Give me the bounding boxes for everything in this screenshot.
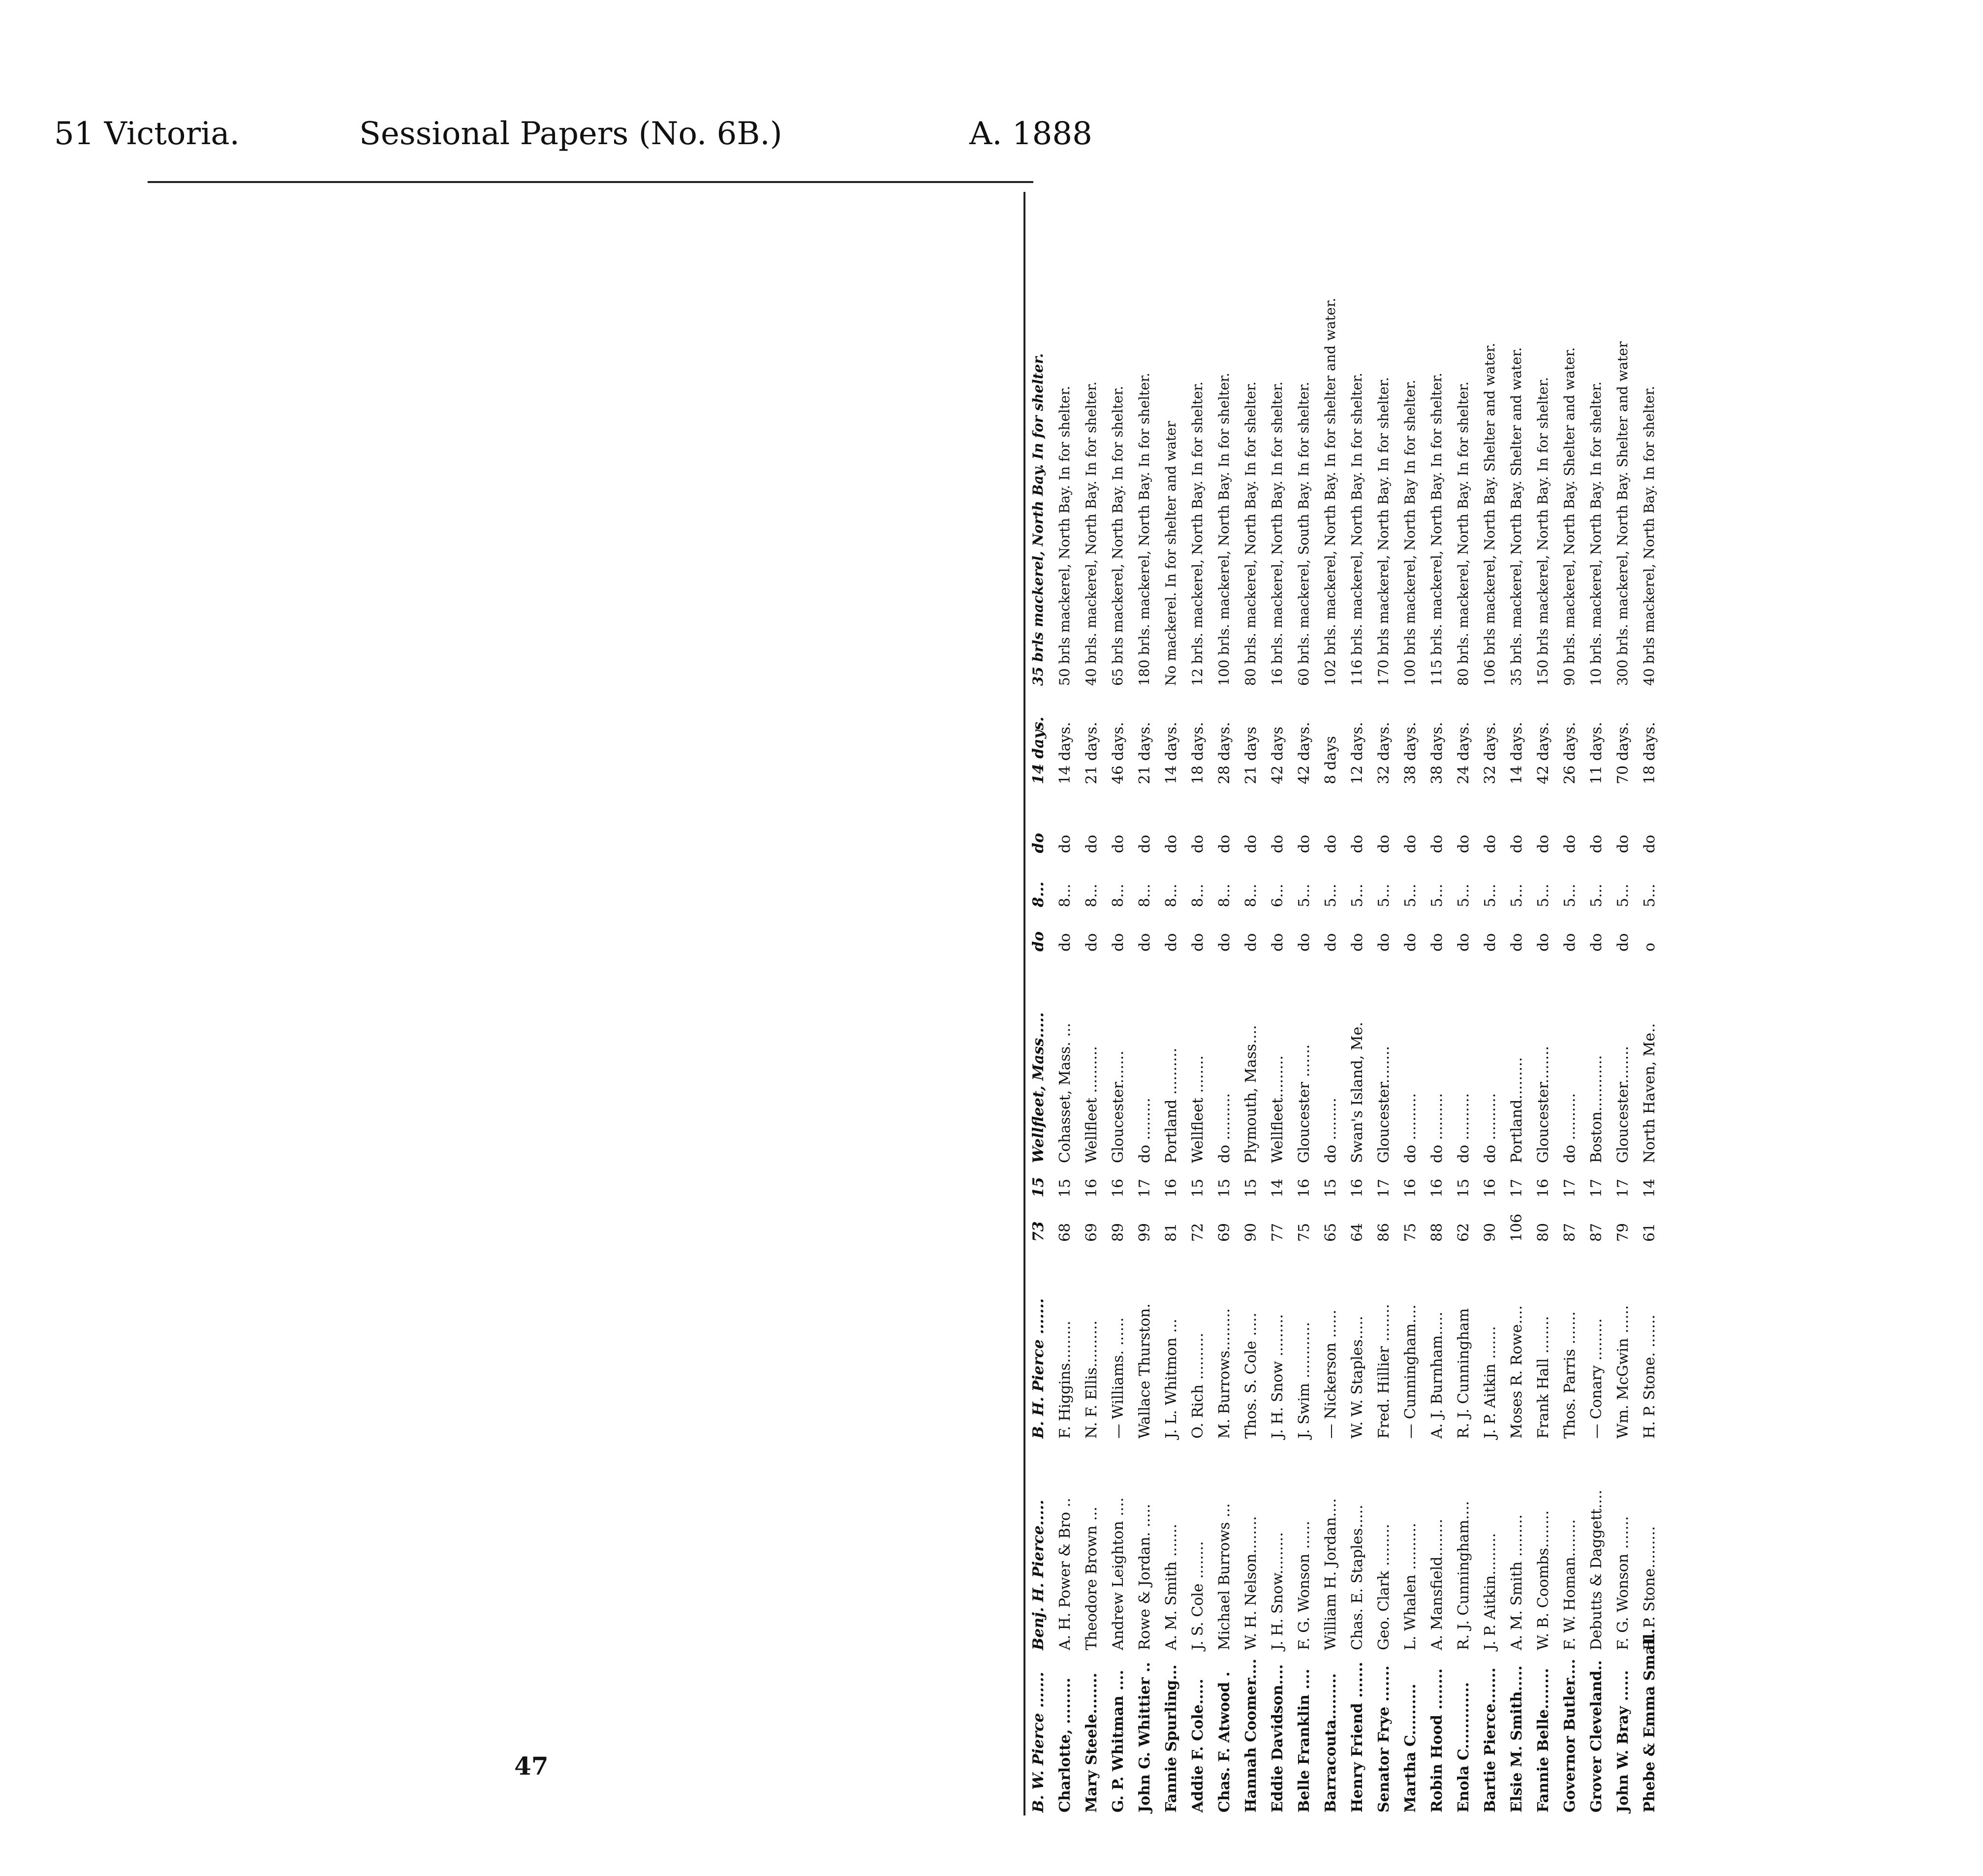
cell-owner: J. H. Snow......... (1269, 1532, 1286, 1650)
cell-remarks: 90 brls. mackerel, North Bay. Shelter and water. (1561, 347, 1578, 686)
cell-time: 32 days. (1482, 722, 1499, 784)
cell-fee: 8... (1056, 884, 1074, 907)
cell-remarks: 170 brls mackerel, North Bay. In for shelter. (1375, 377, 1392, 686)
cell-crew: 15 (1024, 1166, 1052, 1200)
cell-fee: 5... (1641, 884, 1658, 907)
cell-port-do: do (1614, 933, 1632, 952)
cell-crew: 16 (1402, 1178, 1419, 1198)
cell-vessel: Elsie M. Smith..... (1508, 1665, 1525, 1813)
cell-owner: A. H. Power & Bro .. (1056, 1498, 1074, 1650)
cell-time: 21 days. (1136, 722, 1153, 784)
cell-fee-do: do (1083, 834, 1100, 853)
cell-remarks: 50 brls mackerel, North Bay. In for shelter. (1056, 386, 1073, 686)
cell-vessel: John W. Bray ...... (1614, 1670, 1632, 1813)
cell-fee: 5... (1535, 884, 1552, 907)
cell-port-do: do (1508, 933, 1525, 952)
cell-port: Gloucester........ (1614, 1046, 1632, 1163)
cell-port-do: do (1056, 933, 1074, 952)
cell-port: Wellfleet .......... (1083, 1046, 1100, 1163)
cell-vessel: Hannah Coomer.... (1242, 1659, 1260, 1813)
cell-fee: 8... (1024, 856, 1052, 910)
table-row (1238, 192, 1265, 1815)
cell-crew: 15 (1322, 1178, 1339, 1198)
cell-master: A. J. Burnham..... (1428, 1312, 1446, 1439)
cell-crew: 15 (1216, 1178, 1233, 1198)
cell-vessel: Robin Hood ........ (1428, 1668, 1446, 1813)
cell-crew: 17 (1375, 1178, 1393, 1198)
cell-fee-do: do (1322, 834, 1339, 853)
cell-remarks: 80 brls. mackerel, North Bay. In for shelter. (1455, 381, 1471, 686)
cell-master: J. P. Aitkin ....... (1482, 1326, 1499, 1439)
cell-port-do: do (1083, 933, 1100, 952)
cell-tons: 72 (1189, 1223, 1207, 1242)
table-row (1371, 192, 1397, 1815)
cell-owner: J. P. Aitkin......... (1482, 1533, 1499, 1650)
cell-port-do: do (1428, 933, 1446, 952)
cell-fee-do: do (1588, 834, 1605, 853)
cell-tons: 73 (1024, 1200, 1052, 1245)
cell-crew: 17 (1508, 1178, 1525, 1198)
cell-fee-do: do (1296, 834, 1313, 853)
cell-fee-do: do (1056, 834, 1074, 853)
cell-remarks: 65 brls mackerel, North Bay. In for shelter. (1110, 386, 1126, 686)
cell-fee-do: do (1024, 787, 1052, 856)
cell-port-do: do (1588, 933, 1605, 952)
cell-tons: 69 (1083, 1223, 1100, 1242)
cell-port-do: do (1535, 933, 1552, 952)
cell-time: 42 days. (1296, 722, 1313, 784)
cell-crew: 17 (1588, 1178, 1605, 1198)
cell-owner: Andrew Leighton .... (1110, 1497, 1127, 1650)
cell-port: Gloucester ....... (1296, 1044, 1313, 1163)
cell-fee-do: do (1242, 834, 1260, 853)
cell-remarks: 300 brls. mackerel, North Bay. Shelter and water (1614, 341, 1631, 686)
cell-time: 21 days. (1083, 722, 1100, 784)
cell-tons: 61 (1641, 1223, 1658, 1242)
cell-fee-do: do (1136, 834, 1153, 853)
cell-crew: 15 (1189, 1178, 1207, 1198)
cell-tons: 75 (1402, 1223, 1419, 1242)
cell-time: 21 days (1242, 726, 1260, 784)
cell-owner: W. B. Coombs........ (1535, 1510, 1552, 1650)
cell-port-do: do (1349, 933, 1366, 952)
cell-crew: 16 (1083, 1178, 1100, 1198)
cell-port-do: do (1482, 933, 1499, 952)
cell-master: N. F. Ellis.......... (1083, 1320, 1100, 1439)
cell-time: 14 days. (1508, 722, 1525, 784)
cell-crew: 15 (1455, 1178, 1472, 1198)
cell-owner: William H. Jordan.... (1322, 1498, 1339, 1650)
cell-remarks: 16 brls. mackerel, North Bay. In for shelter. (1269, 381, 1285, 686)
cell-fee-do: do (1482, 834, 1499, 853)
cell-tons: 81 (1163, 1223, 1180, 1242)
cell-time: 42 days (1269, 726, 1286, 784)
cell-fee: 5... (1402, 884, 1419, 907)
cell-remarks: 116 brls. mackerel, North Bay. In for shelter. (1349, 372, 1365, 686)
cell-master: H. P. Stone. ....... (1641, 1315, 1658, 1439)
cell-fee: 8... (1216, 884, 1233, 907)
cell-master: M. Burrows......... (1216, 1308, 1233, 1439)
table-row (1132, 192, 1158, 1815)
cell-port: Portland .......... (1163, 1047, 1180, 1163)
vessel-table (1023, 192, 1663, 1815)
cell-port: Gloucester........ (1375, 1046, 1393, 1163)
cell-remarks: 115 brls. mackerel, North Bay. In for shelter. (1428, 372, 1445, 686)
cell-port-do: do (1024, 910, 1052, 954)
cell-time: 42 days. (1535, 722, 1552, 784)
cell-remarks: 180 brls. mackerel, North Bay. In for shelter. (1136, 372, 1152, 686)
cell-time: 12 days. (1349, 722, 1366, 784)
cell-master: — Cunningham.... (1402, 1304, 1419, 1439)
cell-master: Thos. S. Cole ..... (1242, 1313, 1260, 1439)
header-session: 51 Victoria. (54, 116, 240, 152)
cell-time: 32 days. (1375, 722, 1393, 784)
cell-fee-do: do (1614, 834, 1632, 853)
cell-owner: R. J. Cunningham.... (1455, 1501, 1472, 1650)
cell-port-do: do (1110, 933, 1127, 952)
cell-fee-do: do (1561, 834, 1579, 853)
cell-time: 18 days. (1641, 722, 1658, 784)
cell-port-do: do (1561, 933, 1579, 952)
cell-time: 14 days. (1056, 722, 1074, 784)
cell-crew: 17 (1614, 1178, 1632, 1198)
cell-owner: F. G. Wonson ....... (1614, 1516, 1632, 1650)
cell-owner: Debutts & Daggett.... (1588, 1490, 1605, 1650)
cell-crew: 15 (1242, 1178, 1260, 1198)
table-row (1504, 192, 1530, 1815)
cell-tons: 89 (1110, 1223, 1127, 1242)
cell-master: O. Rich .......... (1189, 1332, 1207, 1439)
cell-fee-do: do (1163, 834, 1180, 853)
cell-fee: 5... (1428, 884, 1446, 907)
cell-tons: 99 (1136, 1223, 1153, 1242)
cell-fee: 8... (1242, 884, 1260, 907)
cell-remarks: 60 brls. mackerel, South Bay. In for shelter. (1296, 381, 1312, 686)
cell-tons: 90 (1242, 1223, 1260, 1242)
cell-tons: 80 (1535, 1223, 1552, 1242)
cell-vessel: Addie F. Cole..... (1189, 1679, 1207, 1813)
vessel-table-rotated (1023, 192, 1983, 1815)
cell-port: Gloucester....... (1110, 1050, 1127, 1163)
cell-tons: 65 (1322, 1223, 1339, 1242)
cell-fee: 8... (1189, 884, 1207, 907)
cell-port: Swan's Island, Me. (1349, 1022, 1366, 1163)
page-number: 47 (514, 1752, 549, 1781)
cell-owner: Theodore Brown ... (1083, 1507, 1100, 1650)
cell-remarks: 102 brls. mackerel, North Bay. In for shelter and water. (1322, 298, 1338, 686)
cell-crew: 17 (1136, 1178, 1153, 1198)
cell-master: — Nickerson ...... (1322, 1310, 1339, 1439)
cell-remarks: 10 brls. mackerel, North Bay. In for shelter. (1588, 381, 1604, 686)
cell-crew: 16 (1349, 1178, 1366, 1198)
cell-vessel: Phebe & Emma Small. (1641, 1629, 1658, 1813)
table-row (1451, 192, 1477, 1815)
cell-vessel: Enola C............. (1455, 1682, 1472, 1813)
cell-vessel: Eddie Davidson.... (1269, 1664, 1286, 1813)
cell-fee: 6... (1269, 884, 1286, 907)
cell-fee: 5... (1349, 884, 1366, 907)
table-row (1318, 192, 1344, 1815)
cell-master: — Conary ......... (1588, 1318, 1605, 1439)
header-title: Sessional Papers (No. 6B.) (359, 116, 782, 152)
cell-master: J. L. Whitmon ... (1163, 1319, 1180, 1439)
cell-fee-do: do (1402, 834, 1419, 853)
cell-port-do: do (1189, 933, 1207, 952)
cell-port-do: do (1455, 933, 1472, 952)
cell-vessel: Bartie Pierce....... (1482, 1667, 1499, 1813)
table-row (1105, 192, 1132, 1815)
cell-owner: Benj. H. Pierce..... (1024, 1442, 1052, 1653)
cell-tons: 87 (1588, 1223, 1605, 1242)
cell-port-do: do (1216, 933, 1233, 952)
cell-vessel: Governor Butler.... (1561, 1659, 1579, 1813)
cell-port-do: do (1136, 933, 1153, 952)
cell-tons: 77 (1269, 1223, 1286, 1242)
cell-port-do: do (1402, 933, 1419, 952)
cell-master: Fred. Hillier ........ (1375, 1304, 1393, 1439)
cell-vessel: Martha C.......... (1402, 1684, 1419, 1813)
cell-remarks: 40 brls. mackerel, North Bay. In for shelter. (1083, 381, 1099, 686)
cell-fee-do: do (1455, 834, 1472, 853)
cell-fee: 8... (1083, 884, 1100, 907)
cell-vessel: Henry Friend ....... (1349, 1661, 1366, 1813)
cell-port: Boston............ (1588, 1055, 1605, 1163)
cell-vessel: John G. Whittier .. (1136, 1662, 1153, 1813)
cell-port-do: do (1163, 933, 1180, 952)
table-row (1557, 192, 1583, 1815)
cell-tons: 62 (1455, 1223, 1472, 1242)
cell-owner: Rowe & Jordan. ..... (1136, 1504, 1153, 1650)
cell-fee: 5... (1588, 884, 1605, 907)
cell-fee: 5... (1508, 884, 1525, 907)
cell-master: Thos. Parris ....... (1561, 1311, 1579, 1439)
cell-tons: 68 (1056, 1223, 1074, 1242)
cell-tons: 79 (1614, 1223, 1632, 1242)
cell-crew: 14 (1641, 1178, 1658, 1198)
cell-fee-do: do (1269, 834, 1286, 853)
cell-crew: 16 (1163, 1178, 1180, 1198)
cell-fee-do: do (1641, 834, 1658, 853)
cell-owner: F. W. Homan........ (1561, 1519, 1579, 1650)
cell-vessel: Fannie Spurling... (1163, 1664, 1180, 1813)
table-row (1052, 192, 1079, 1815)
cell-fee-do: do (1216, 834, 1233, 853)
cell-master: R. J. Cunningham (1455, 1308, 1472, 1439)
cell-port: Wellfleet ........ (1189, 1055, 1207, 1163)
cell-crew: 16 (1296, 1178, 1313, 1198)
cell-fee: 8... (1110, 884, 1127, 907)
cell-master: Wallace Thurston. (1136, 1303, 1153, 1439)
cell-remarks: 12 brls. mackerel, North Bay. In for shelter. (1189, 381, 1206, 686)
cell-port: North Haven, Me.. (1641, 1023, 1658, 1163)
cell-tons: 86 (1375, 1223, 1393, 1242)
cell-fee-do: do (1375, 834, 1393, 853)
header-year: A. 1888 (969, 116, 1092, 152)
cell-owner: Chas. E. Staples..... (1349, 1505, 1366, 1650)
cell-fee: 5... (1482, 884, 1499, 907)
cell-fee-do: do (1189, 834, 1207, 853)
cell-time: 24 days. (1455, 722, 1472, 784)
cell-time: 38 days. (1428, 722, 1446, 784)
cell-port: Wellfleet......... (1269, 1055, 1286, 1163)
cell-crew: 15 (1056, 1178, 1074, 1198)
table-row (1185, 192, 1211, 1815)
cell-crew: 17 (1561, 1178, 1579, 1198)
cell-fee: 8... (1163, 884, 1180, 907)
cell-crew: 14 (1269, 1178, 1286, 1198)
cell-master: Wm. McGwin ...... (1614, 1305, 1632, 1439)
cell-crew: 16 (1110, 1178, 1127, 1198)
cell-remarks: 100 brls. mackerel, North Bay. In for shelter. (1216, 372, 1232, 686)
cell-master: B. H. Pierce ....... (1024, 1245, 1052, 1442)
cell-port: Plymouth, Mass.... (1242, 1025, 1260, 1163)
table-row (1344, 192, 1371, 1815)
cell-remarks: 35 brls. mackerel, North Bay. Shelter and water. (1508, 347, 1524, 686)
table-row (1637, 192, 1663, 1815)
cell-port: Cohasset, Mass. ... (1056, 1023, 1074, 1163)
cell-vessel: B. W. Pierce ....... (1024, 1653, 1052, 1815)
cell-remarks: 40 brls mackerel, North Bay. In for shelter. (1641, 386, 1657, 686)
cell-time: 26 days. (1561, 722, 1579, 784)
cell-time: 38 days. (1402, 722, 1419, 784)
cell-master: Moses R. Rowe.... (1508, 1305, 1525, 1439)
cell-port-do: do (1296, 933, 1313, 952)
cell-vessel: Chas. F. Atwood . (1216, 1671, 1233, 1813)
cell-port: Portland......... (1508, 1057, 1525, 1163)
cell-tons: 87 (1561, 1223, 1579, 1242)
cell-crew: 16 (1482, 1178, 1499, 1198)
table-row (1397, 192, 1424, 1815)
table-row (1211, 192, 1238, 1815)
cell-fee: 5... (1455, 884, 1472, 907)
cell-fee-do: do (1508, 834, 1525, 853)
cell-owner: Michael Burrows ... (1216, 1503, 1233, 1650)
cell-time: 18 days. (1189, 722, 1207, 784)
cell-time: 46 days. (1110, 722, 1127, 784)
cell-tons: 75 (1296, 1223, 1313, 1242)
table-row (1477, 192, 1504, 1815)
cell-tons: 88 (1428, 1223, 1446, 1242)
cell-master: — Williams. ...... (1110, 1317, 1127, 1439)
cell-owner: H. P. Stone......... (1641, 1526, 1658, 1650)
cell-time: 11 days. (1588, 722, 1605, 784)
cell-port: do .......... (1561, 1093, 1579, 1163)
cell-port-do: do (1375, 933, 1393, 952)
cell-vessel: Grover Cleveland.. (1588, 1660, 1605, 1813)
table-row (1530, 192, 1557, 1815)
cell-tons: 64 (1349, 1223, 1366, 1242)
table-row (1291, 192, 1318, 1815)
cell-owner: A. M. Smith ....... (1163, 1524, 1180, 1650)
cell-remarks: No mackerel. In for shelter and water (1163, 421, 1179, 686)
cell-time: 14 days. (1163, 722, 1180, 784)
cell-port: do .......... (1428, 1093, 1446, 1163)
cell-vessel: G. P. Whitman .... (1110, 1670, 1127, 1813)
cell-port: Wellfleet, Mass..... (1024, 954, 1052, 1166)
cell-port: do ......... (1322, 1098, 1339, 1163)
cell-fee: 5... (1561, 884, 1579, 907)
cell-tons: 90 (1482, 1223, 1499, 1242)
table-row (1583, 192, 1610, 1815)
cell-remarks: 150 brls mackerel, North Bay. In for shelter. (1535, 377, 1551, 686)
cell-remarks: 80 brls. mackerel, North Bay. In for shelter. (1242, 381, 1259, 686)
cell-tons: 106 (1508, 1213, 1525, 1242)
cell-master: Frank Hall ........ (1535, 1316, 1552, 1439)
cell-master: W. W. Staples..... (1349, 1316, 1366, 1439)
cell-vessel: Belle Franklin .... (1296, 1668, 1313, 1813)
cell-vessel: Mary Steele........ (1083, 1672, 1100, 1813)
cell-vessel: Charlotte, ......... (1056, 1677, 1074, 1813)
cell-fee-do: do (1535, 834, 1552, 853)
vessel-table-body (1024, 192, 1663, 1815)
cell-fee: 5... (1296, 884, 1313, 907)
cell-master: J. H. Snow ......... (1269, 1314, 1286, 1439)
top-rule (148, 181, 1033, 183)
cell-master: F. Higgins......... (1056, 1321, 1074, 1439)
cell-port-do: do (1322, 933, 1339, 952)
table-row (1079, 192, 1105, 1815)
cell-fee-do: do (1110, 834, 1127, 853)
cell-crew: 16 (1535, 1178, 1552, 1198)
cell-port-do: do (1269, 933, 1286, 952)
cell-port-do: do (1242, 933, 1260, 952)
cell-port: Gloucester........ (1535, 1046, 1552, 1163)
cell-tons: 69 (1216, 1223, 1233, 1242)
cell-master: J. Swim ............ (1296, 1322, 1313, 1439)
cell-port: do .......... (1482, 1093, 1499, 1163)
cell-owner: F. G. Wonson ...... (1296, 1521, 1313, 1650)
cell-fee: 5... (1375, 884, 1393, 907)
cell-remarks: 100 brls mackerel, North Bay In for shelter. (1402, 379, 1418, 686)
cell-time: 70 days. (1614, 722, 1632, 784)
cell-vessel: Senator Frye ....... (1375, 1665, 1393, 1813)
cell-owner: A. M. Smith ......... (1508, 1514, 1525, 1650)
cell-crew: 16 (1428, 1178, 1446, 1198)
cell-owner: W. H. Nelson........ (1242, 1516, 1260, 1650)
table-row (1158, 192, 1185, 1815)
cell-fee: 5... (1322, 884, 1339, 907)
cell-time: 14 days. (1024, 689, 1052, 787)
cell-port: do .......... (1402, 1093, 1419, 1163)
cell-fee-do: do (1428, 834, 1446, 853)
page-header (0, 0, 1148, 162)
cell-owner: J. S. Cole ........ (1189, 1541, 1207, 1650)
table-row (1265, 192, 1291, 1815)
cell-owner: L. Whalen .......... (1402, 1523, 1419, 1650)
cell-fee: 5... (1614, 884, 1632, 907)
table-row (1424, 192, 1451, 1815)
cell-port: do ......... (1136, 1098, 1153, 1163)
cell-remarks: 35 brls mackerel, North Bay. In for shelter. (1024, 192, 1052, 689)
cell-time: 8 days (1322, 736, 1339, 784)
table-row (1024, 192, 1052, 1815)
cell-port: do .......... (1216, 1093, 1233, 1163)
cell-vessel: Fannie Belle........ (1535, 1668, 1552, 1813)
cell-owner: Geo. Clark ......... (1375, 1524, 1393, 1650)
cell-port-do: o (1641, 942, 1658, 952)
cell-vessel: Barracouta......... (1322, 1673, 1339, 1813)
cell-remarks: 106 brls mackerel, North Bay. Shelter and water. (1482, 342, 1498, 686)
cell-owner: A. Mansfield........ (1428, 1519, 1446, 1650)
table-row (1610, 192, 1637, 1815)
cell-fee: 8... (1136, 884, 1153, 907)
cell-time: 28 days. (1216, 722, 1233, 784)
cell-port: do .......... (1455, 1093, 1472, 1163)
cell-fee-do: do (1349, 834, 1366, 853)
